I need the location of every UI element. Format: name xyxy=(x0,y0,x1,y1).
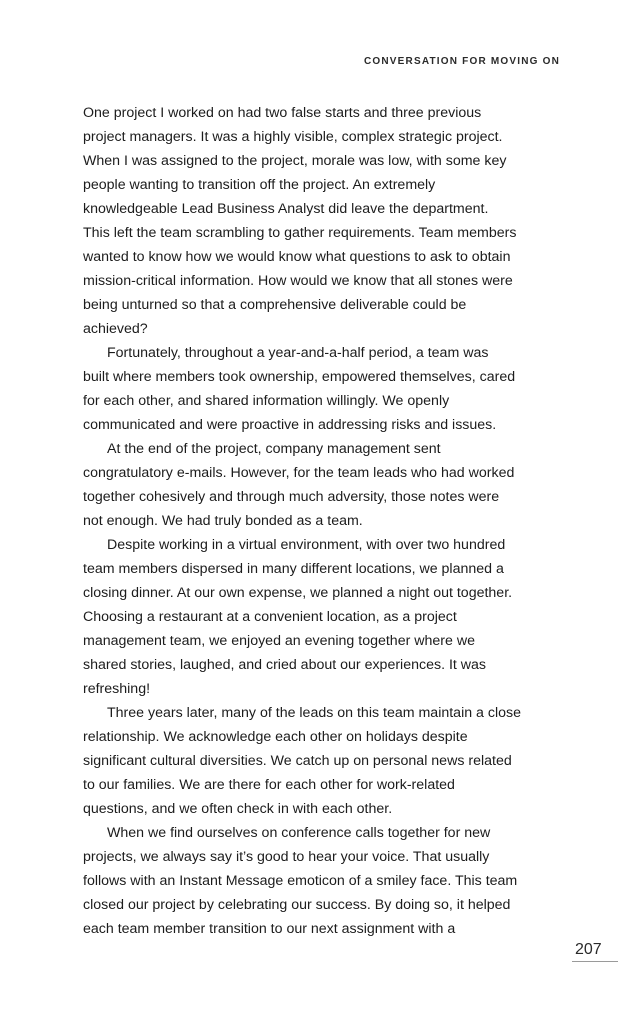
text-line: project managers. It was a highly visible, complex strategic project. xyxy=(83,129,503,145)
text-line: closed our project by celebrating our success. By doing so, it helped xyxy=(83,897,511,913)
text-line: achieved? xyxy=(83,321,148,337)
text-line: Three years later, many of the leads on this team maintain a close xyxy=(107,705,522,721)
text-line: communicated and were proactive in addressing risks and issues. xyxy=(83,417,497,433)
running-head: CONVERSATION FOR MOVING ON xyxy=(363,56,560,67)
text-line: each team member transition to our next assignment with a xyxy=(83,921,456,937)
text-line: people wanting to transition off the project. An extremely xyxy=(83,177,436,193)
text-line: One project I worked on had two false starts and three previous xyxy=(83,105,482,121)
text-line: congratulatory e-mails. However, for the team leads who had worked xyxy=(83,465,515,481)
text-line: significant cultural diversities. We catch up on personal news related xyxy=(83,753,512,769)
body-text xyxy=(83,101,539,941)
text-line: for each other, and shared information willingly. We openly xyxy=(83,393,450,409)
text-line: built where members took ownership, empowered themselves, cared xyxy=(83,369,516,385)
text-line: projects, we always say it’s good to hear your voice. That usually xyxy=(83,849,490,865)
text-line: questions, and we often check in with each other. xyxy=(83,801,393,817)
text-line: shared stories, laughed, and cried about our experiences. It was xyxy=(83,657,487,673)
text-line: Fortunately, throughout a year-and-a-half period, a team was xyxy=(107,345,489,361)
page-number-rule xyxy=(572,961,618,962)
text-line: This left the team scrambling to gather requirements. Team members xyxy=(83,225,517,241)
text-line: wanted to know how we would know what questions to ask to obtain xyxy=(83,249,511,265)
text-line: Choosing a restaurant at a convenient location, as a project xyxy=(83,609,457,625)
text-line: follows with an Instant Message emoticon of a smiley face. This team xyxy=(83,873,518,889)
text-line: management team, we enjoyed an evening together where we xyxy=(83,633,475,649)
text-line: to our families. We are there for each other for work-related xyxy=(83,777,455,793)
page-number: 207 xyxy=(575,941,602,958)
text-line: When we find ourselves on conference calls together for new xyxy=(107,825,491,841)
text-line: At the end of the project, company management sent xyxy=(107,441,441,457)
text-line: together cohesively and through much adversity, those notes were xyxy=(83,489,500,505)
text-line: team members dispersed in many different locations, we planned a xyxy=(83,561,504,577)
text-line: being unturned so that a comprehensive deliverable could be xyxy=(83,297,467,313)
text-line: knowledgeable Lead Business Analyst did leave the department. xyxy=(83,201,489,217)
text-line: not enough. We had truly bonded as a team. xyxy=(83,513,363,529)
text-line: mission-critical information. How would we know that all stones were xyxy=(83,273,513,289)
text-line: When I was assigned to the project, morale was low, with some key xyxy=(83,153,507,169)
text-line: refreshing! xyxy=(83,681,151,697)
text-line: Despite working in a virtual environment, with over two hundred xyxy=(107,537,506,553)
text-line: relationship. We acknowledge each other on holidays despite xyxy=(83,729,468,745)
text-line: closing dinner. At our own expense, we planned a night out together. xyxy=(83,585,513,601)
